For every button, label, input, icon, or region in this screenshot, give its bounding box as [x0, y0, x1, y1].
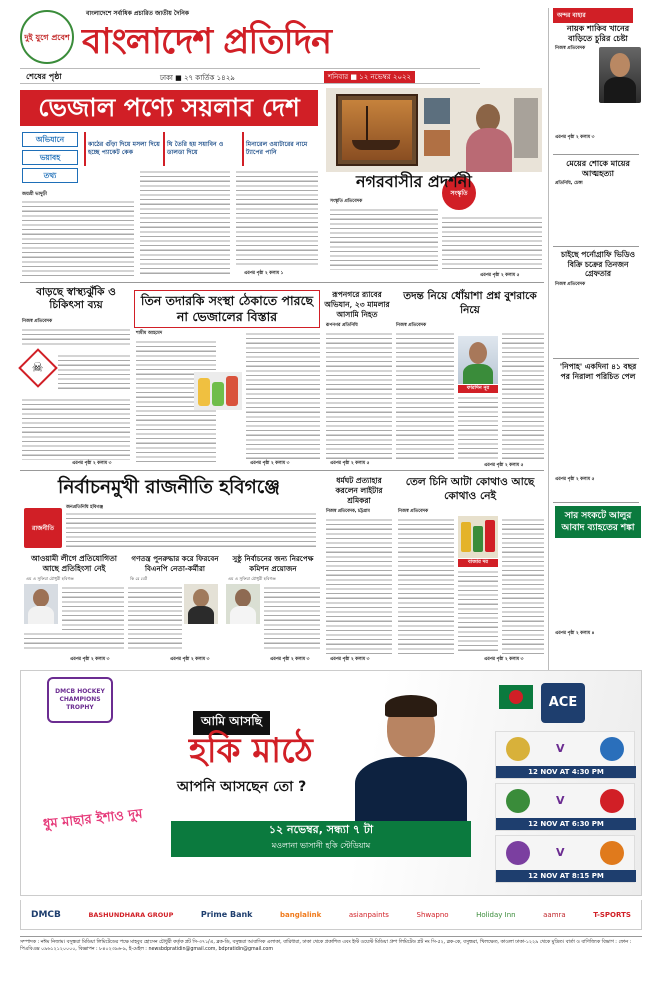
vs-icon: V [556, 794, 565, 807]
date-bengali: ঢাকা ■ ২৭ কার্তিক ১৪২৯ [160, 74, 235, 82]
match-time-3: 12 NOV AT 8:15 PM [496, 870, 636, 882]
bushra-byline: নিজস্ব প্রতিবেদক [396, 323, 427, 328]
match-card-1[interactable] [495, 731, 635, 779]
lead-tag-2: ভয়াবহ [22, 150, 78, 165]
hazard-icon: ☠ [18, 348, 58, 388]
politics-headline: নির্বাচনমুখী রাজনীতি হবিগঞ্জে [58, 477, 280, 498]
politics-subhead-1: আওয়ামী লীগে প্রতিযোগিতা আছে প্রতিহিংসা নেই [31, 554, 117, 573]
health-body-3 [22, 396, 130, 460]
politics-sub-byline-1: এম এ সুফিয়া চৌধুরী হবিগঞ্জ [26, 576, 74, 581]
date-english: শনিবার ■ ১২ নভেম্বর ২০২২ [324, 71, 415, 83]
politics-body-1 [62, 584, 124, 632]
lead-tag-1: অভিযানে [22, 132, 78, 147]
health-continue: এরপর পৃষ্ঠা ২ কলাম ৩ [72, 461, 112, 466]
sponsor-tsports: T-SPORTS [593, 910, 631, 919]
nipah-story [555, 362, 641, 483]
footer-imprint: সম্পাদক : নঈম নিজাম। বসুন্ধরা মিডিয়া লিমিটেডের পক্ষে মাহবুব হোসেন চৌধুরী কর্তৃক প্লট সি-৩৭১/এ, ব্লক-ডি, বসুন্ধরা আবাসিক এলাকা, বারিধারা, ঢাকা থেকে প্রকাশিত এবং ইস্ট ওয়েস্ট মিডিয়া গ্রুপ লিমিটেড প্লট নং সি-৫২, ব্লক-কে, বসুন্ধরা, খিলক্ষেত, কাওলা ঢাকা-১২২৯ থেকে মুদ্রিত। বার্তা ও বাণিজ্যিক বিভাগ : ফোন : পিএবিএক্স ০৯৬১২১২০০০০, বিজ্ঞাপন : ৮৪০২৩৯৬-৯, ই-মেইল : newsbdpratidin@gmail.com, bdpratidin@gmail.com [20, 936, 642, 966]
mother-body [555, 189, 639, 247]
lead-byline: জয়শ্রী ভাদুড়ী [22, 192, 47, 197]
page-label: শেষের পৃষ্ঠা [26, 72, 62, 81]
masthead-tagline: বাংলাদেশে সর্বাধিক প্রচারিত জাতীয় দৈনিক [86, 10, 189, 17]
bushra-continue: এরপর পৃষ্ঠা ২ কলাম ৫ [484, 463, 524, 468]
lead-body-col2 [140, 168, 230, 276]
video-byline: নিজস্ব প্রতিবেদক [555, 281, 586, 287]
workers-body [326, 516, 392, 654]
oil-headline: তেল চিনি আটা কোথাও আছে কোথাও নেই [405, 476, 535, 502]
team-logo-icon [600, 841, 624, 865]
shakib-headline: নায়ক শাকিব খানের বাড়িতে চুরির চেষ্টা [566, 23, 630, 43]
exhibition-photo [326, 88, 542, 172]
lead-points [84, 132, 318, 166]
politics-badge-text: রাজনীতি [32, 524, 54, 532]
team-logo-icon [506, 789, 530, 813]
politics-subhead-2: গণতন্ত্র পুনরুদ্ধার করে ফিরবেন বিএনপি নেতা-কর্মীরা [131, 554, 219, 573]
oil-body-2 [458, 568, 498, 654]
workers-continue: এরপর পৃষ্ঠা ২ কলাম ৩ [330, 657, 370, 662]
potato-body [555, 542, 639, 630]
trophy-logo-text: DMCB HOCKEY CHAMPIONS TROPHY [55, 688, 105, 711]
lead-body-col1 [22, 198, 134, 276]
politics-continue-3: এরপর পৃষ্ঠা ২ কলাম ৩ [270, 657, 310, 662]
agencies-body-2 [246, 330, 320, 462]
lead-tags [22, 132, 78, 183]
team-logo-icon [506, 737, 530, 761]
lead-headline: ভেজাল পণ্যে সয়লাব দেশ [20, 90, 318, 126]
masthead-title: বাংলাদেশ প্রতিদিন [82, 21, 331, 62]
lead-point-1-text: কাঠের গুঁড়া দিয়ে মসলা দিয়ে হচ্ছে প্যাকেট কেক [88, 141, 160, 156]
rupnagar-byline: রূপনগর প্রতিনিধি [326, 323, 358, 328]
ad-title: হকি মাঠে [189, 731, 313, 771]
date-bar [20, 68, 480, 84]
exhibition-body-2 [442, 214, 542, 270]
shakib-continue: এরপর পৃষ্ঠা ২ কলাম ৩ [555, 135, 595, 140]
ad-slogan: ধুম মাছার ইশাও দুম [42, 806, 144, 833]
sponsor-strip [20, 900, 642, 930]
sponsor-aamra: aamra [543, 910, 566, 919]
right-column-header: অন্দর বাহার [553, 8, 633, 23]
shakib-photo [599, 47, 641, 103]
ad-tagline: আমি আসছি [193, 711, 270, 735]
team-logo-icon [600, 737, 624, 761]
ad-player [347, 681, 477, 821]
ad-subtitle: আপনি আসছেন তো ? [177, 779, 307, 795]
masthead [20, 8, 480, 70]
lead-point-2-text: ঘি তৈরি হয় সয়াবিন ও ডালডা দিয়ে [167, 141, 224, 156]
politics-byline: জনপ্রতিনিধি হবিগঞ্জ [66, 505, 104, 510]
match-card-3[interactable] [495, 835, 635, 883]
workers-byline: নিজস্ব প্রতিবেদক, চট্টগ্রাম [326, 509, 370, 514]
exhibition-body [330, 206, 438, 270]
nipah-body [555, 384, 639, 476]
match-card-2[interactable] [495, 783, 635, 831]
lead-tag-3: তথ্য [22, 168, 78, 183]
oil-byline: নিজস্ব প্রতিবেদক [398, 509, 429, 514]
exhibition-headline: নগরবাসীর প্রদর্শনী [356, 172, 472, 191]
bushra-headline: তদন্ত নিয়ে ধোঁয়াশা প্রশ্ন বুশরাকে নিয়ে [403, 290, 537, 316]
sponsor-bashundhara: BASHUNDHARA GROUP [88, 910, 174, 919]
politics-photo-3 [226, 584, 260, 624]
sponsor-prime-bank: Prime Bank [200, 910, 253, 919]
shakib-story [555, 23, 641, 141]
team-logo-icon [600, 789, 624, 813]
lead-point-2 [163, 132, 239, 166]
agencies-headline: তিন তদারকি সংস্থা ঠেকাতে পারছে না ভেজালের বিস্তার [134, 290, 320, 328]
agencies-photo [194, 372, 242, 410]
politics-badge [24, 508, 62, 548]
potato-continue: এরপর পৃষ্ঠা ২ কলাম ৪ [555, 631, 595, 636]
politics-intro [66, 510, 316, 548]
workers-headline: ধর্মঘট প্রত্যাহার করলেন লাইটার শ্রমিকরা [335, 476, 383, 505]
exhibition-badge-text: সংস্কৃতি [450, 189, 468, 197]
right-column [548, 8, 642, 698]
politics-photo-1 [24, 584, 58, 624]
politics-body-2 [128, 584, 182, 652]
ad-event-box [171, 821, 471, 857]
sponsor-banglalink: banglalink [280, 910, 322, 919]
video-story [555, 250, 641, 336]
vs-icon: V [556, 846, 565, 859]
mother-story [555, 158, 641, 247]
oil-photo [458, 516, 498, 558]
oil-photo-caption: বাজার দর [458, 559, 498, 567]
oil-continue: এরপর পৃষ্ঠা ২ কলাম ৩ [484, 657, 524, 662]
anniversary-logo [20, 10, 74, 64]
lead-continue: এরপর পৃষ্ঠা ২ কলাম ১ [244, 271, 284, 276]
sponsor-shwapno: Shwapno [416, 910, 449, 919]
team-logo-icon [506, 841, 530, 865]
politics-continue-1: এরপর পৃষ্ঠা ২ কলাম ৩ [70, 657, 110, 662]
rupnagar-continue: এরপর পৃষ্ঠা ২ কলাম ৫ [330, 461, 370, 466]
ace-logo [541, 683, 585, 723]
lead-point-3-text: মিনারেল ওয়াটারের নামে ট্যাপের পানি [246, 141, 308, 156]
nipah-headline: 'নিপাহ' একদিনা ৪১ বছর পর নিরালা পরিচিত পেল [559, 362, 637, 381]
shakib-body [555, 54, 595, 132]
politics-sub-byline-2: কি রে বেট [130, 576, 148, 581]
potato-story [555, 506, 641, 637]
shakib-byline: নিজস্ব প্রতিবেদক [555, 46, 586, 51]
rupnagar-body [326, 330, 392, 460]
mother-byline: প্রতিনিধি, ঢেঙ্গা [555, 181, 583, 186]
nipah-continue: এরপর পৃষ্ঠা ২ কলাম ৫ [555, 477, 595, 482]
potato-headline: সার সংকটে আলুর আবাদ ব্যাহতের শঙ্কা [555, 506, 641, 538]
exhibition-byline: সংস্কৃতি প্রতিবেদক [330, 199, 363, 204]
video-body [555, 290, 639, 336]
politics-continue-2: এরপর পৃষ্ঠা ২ কলাম ৩ [170, 657, 210, 662]
rupnagar-headline: রূপনগরে র‍্যাবের অভিযান, ২৩ মামলার আসামি নিহত [324, 290, 390, 319]
health-body-2 [58, 352, 130, 392]
health-headline: বাড়ছে স্বাস্থ্যঝুঁকি ও চিকিৎসা ব্যয় [36, 286, 116, 311]
politics-body-1b [24, 630, 124, 652]
bushra-body-1 [396, 330, 454, 460]
politics-sub-byline-3: এম এ সুফিয়া চৌধুরী হবিগঞ্জ [228, 576, 276, 581]
politics-subhead-3: সুষ্ঠু নির্বাচনের জন্য নিরপেক্ষ কমিশন প্রয়োজন [232, 554, 314, 573]
vs-icon: V [556, 742, 565, 755]
ace-logo-text: ACE [548, 695, 578, 710]
lead-point-1 [84, 132, 160, 166]
video-headline: চাইছে পর্নোগ্রাফি ভিডিও বিক্রি চক্রের তিনজন গ্রেফতার [560, 250, 635, 278]
sponsor-asianpaints: asianpaints [348, 910, 389, 919]
lead-point-3 [242, 132, 318, 166]
bushra-body-3 [502, 330, 544, 460]
oil-body-1 [398, 516, 454, 654]
lead-body-col3 [236, 168, 318, 268]
agencies-byline: শামীম আহমেদ [136, 331, 163, 336]
match-time-1: 12 NOV AT 4:30 PM [496, 766, 636, 778]
anniversary-badge: দুই যুগে প্রবেশ [24, 32, 70, 42]
bushra-body-2 [458, 394, 498, 460]
ad-event: ১২ নভেম্বর, সন্ধ্যা ৭ টা [268, 823, 374, 836]
match-time-2: 12 NOV AT 6:30 PM [496, 818, 636, 830]
politics-body-3 [264, 584, 320, 652]
bushra-photo [458, 336, 498, 384]
flag-icon [499, 685, 533, 709]
bushra-photo-caption: ফারদিন নূর [458, 385, 498, 393]
sponsor-dmcb: DMCB [31, 909, 61, 920]
oil-body-3 [502, 516, 544, 654]
trophy-logo [47, 677, 113, 723]
health-body [22, 326, 130, 348]
mother-headline: মেয়ের শোকে মায়ের আত্মহত্যা [566, 158, 630, 178]
health-byline: নিজস্ব প্রতিবেদক [22, 319, 53, 324]
ad-venue: মওলানা ভাসানী হকি স্টেডিয়াম [271, 841, 371, 850]
politics-photo-2 [184, 584, 218, 624]
sponsor-holiday-inn: Holiday Inn [476, 910, 516, 919]
agencies-continue: এরপর পৃষ্ঠা ২ কলাম ৩ [250, 461, 290, 466]
hockey-advertisement[interactable] [20, 670, 642, 896]
exhibition-continue: এরপর পৃষ্ঠা ২ কলাম ৫ [480, 273, 520, 278]
